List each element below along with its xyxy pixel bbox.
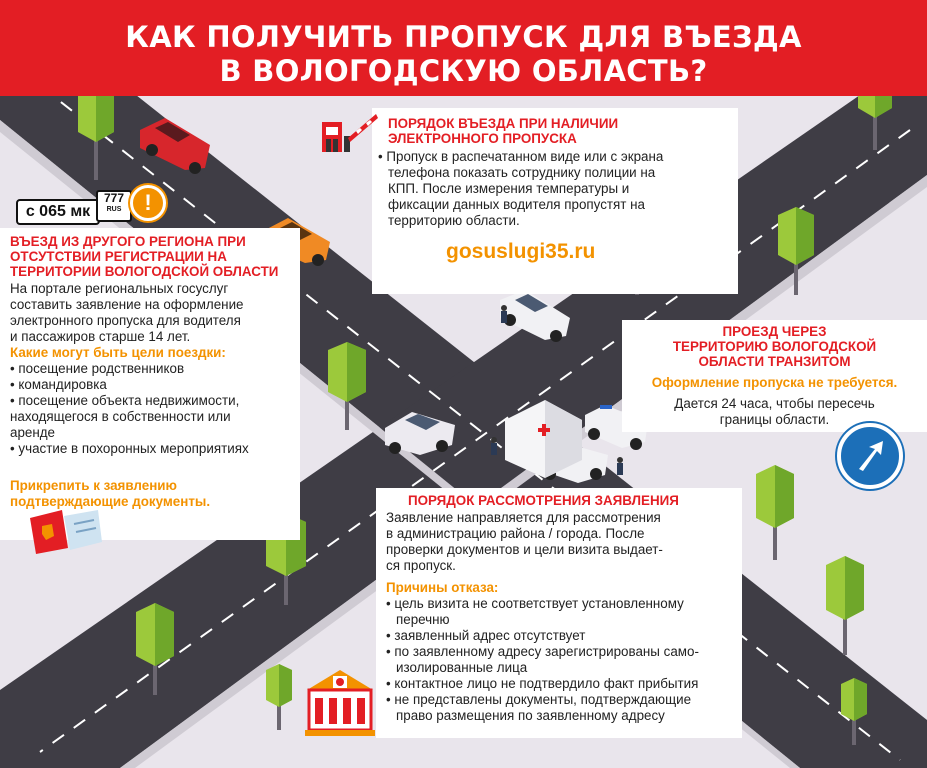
purpose-item: • командировка [10,377,107,392]
body-line: границы области. [719,412,830,427]
transit-note: Оформление пропуска не требуется. [651,375,898,390]
reason-item: • не представлены документы, подтверждающие [386,692,692,707]
heading-line: ТЕРРИТОРИИ ВОЛОГОДСКОЙ ОБЛАСТИ [10,264,279,279]
entry-other-region-panel [0,228,300,540]
checkpoint-barrier-icon [320,108,378,154]
panel-body [622,396,927,428]
transit-panel [622,320,927,432]
reasons-title: Причины отказа: [386,580,499,595]
body-line: электронного пропуска для водителя [10,313,241,328]
reason-item: изолированные лица [396,660,528,675]
panel-body [378,149,663,229]
entry-with-pass-panel [372,108,738,294]
reason-item: • по заявленному адресу зарегистрированы само- [386,644,699,659]
reason-item: право размещения по заявленному адресу [396,708,665,723]
police-officer-icon [501,305,507,323]
tree-icon [266,664,292,730]
panel-heading [622,324,927,369]
license-plate-region [96,190,132,222]
purpose-item: • посещение объекта недвижимости, [10,393,240,408]
license-plate: c 065 мк [16,199,100,225]
heading-line: ПРОЕЗД ЧЕРЕЗ [722,324,827,339]
panel-heading: ПОРЯДОК РАССМОТРЕНИЯ ЗАЯВЛЕНИЯ [408,493,679,508]
plate-region-number: 777 [103,191,125,205]
tree-icon [826,556,864,655]
gosuslugi-link[interactable]: gosuslugi35.ru [446,240,596,263]
direction-arrow-sign-icon [837,423,903,489]
refusal-reasons [386,580,699,724]
documents-icon [24,508,104,554]
purpose-item: находящегося в собственности или [10,409,231,424]
panel-heading [388,116,618,146]
body-line: • Пропуск в распечатанном виде или с экрана [378,149,664,164]
application-review-panel [376,488,742,738]
heading-line: ОБЛАСТИ ТРАНЗИТОМ [698,354,851,369]
body-line: фиксации данных водителя пропустят на [388,197,645,212]
plate-region-suffix: RUS [106,206,122,213]
heading-line: ТЕРРИТОРИЮ ВОЛОГОДСКОЙ [672,339,877,354]
body-line: ся пропуск. [386,558,456,573]
heading-line: ОТСУТСТВИИ РЕГИСТРАЦИИ НА [10,249,227,264]
panel-heading [10,234,278,279]
title-line: КАК ПОЛУЧИТЬ ПРОПУСК ДЛЯ ВЪЕЗДА [125,20,802,54]
page-title [0,20,927,88]
purpose-item: • участие в похоронных мероприятиях [10,441,249,456]
body-line: проверки документов и цели визита выдает- [386,542,663,557]
body-line: территорию области. [388,213,520,228]
administration-building-icon [303,668,377,738]
heading-line: ВЪЕЗД ИЗ ДРУГОГО РЕГИОНА ПРИ [10,234,246,249]
body-line: и пассажиров старше 14 лет. [10,329,191,344]
attach-line: Прикрепить к заявлению [10,478,177,493]
reason-item: • контактное лицо не подтвердило факт прибытия [386,676,699,691]
title-line: В ВОЛОГОДСКУЮ ОБЛАСТЬ? [219,54,708,88]
heading-line: ЭЛЕКТРОННОГО ПРОПУСКА [388,131,577,146]
reason-item: • заявленный адрес отсутствует [386,628,586,643]
purpose-item: • посещение родственников [10,361,185,376]
tree-icon [756,465,794,560]
police-officer-icon [491,437,497,455]
attach-note [10,478,210,510]
panel-body [10,281,249,457]
body-line: Дается 24 часа, чтобы пересечь [674,396,875,411]
panel-body [386,510,663,574]
purpose-item: аренде [10,425,55,440]
purposes-title: Какие могут быть цели поездки: [10,345,226,360]
heading-line: ПОРЯДОК ВЪЕЗДА ПРИ НАЛИЧИИ [388,116,619,131]
body-line: На портале региональных госуслуг [10,281,229,296]
police-officer-icon [617,457,623,475]
police-car-icon [500,290,570,342]
reason-item: • цель визита не соответствует установленному [386,596,684,611]
reason-item: перечню [396,612,450,627]
body-line: составить заявление на оформление [10,297,244,312]
exclamation-icon: ! [130,185,166,221]
body-line: КПП. После измерения температуры и [388,181,630,196]
body-line: Заявление направляется для рассмотрения [386,510,661,525]
body-line: в администрацию района / города. После [386,526,645,541]
attach-line: подтверждающие документы. [10,494,211,509]
body-line: телефона показать сотруднику полиции на [388,165,656,180]
